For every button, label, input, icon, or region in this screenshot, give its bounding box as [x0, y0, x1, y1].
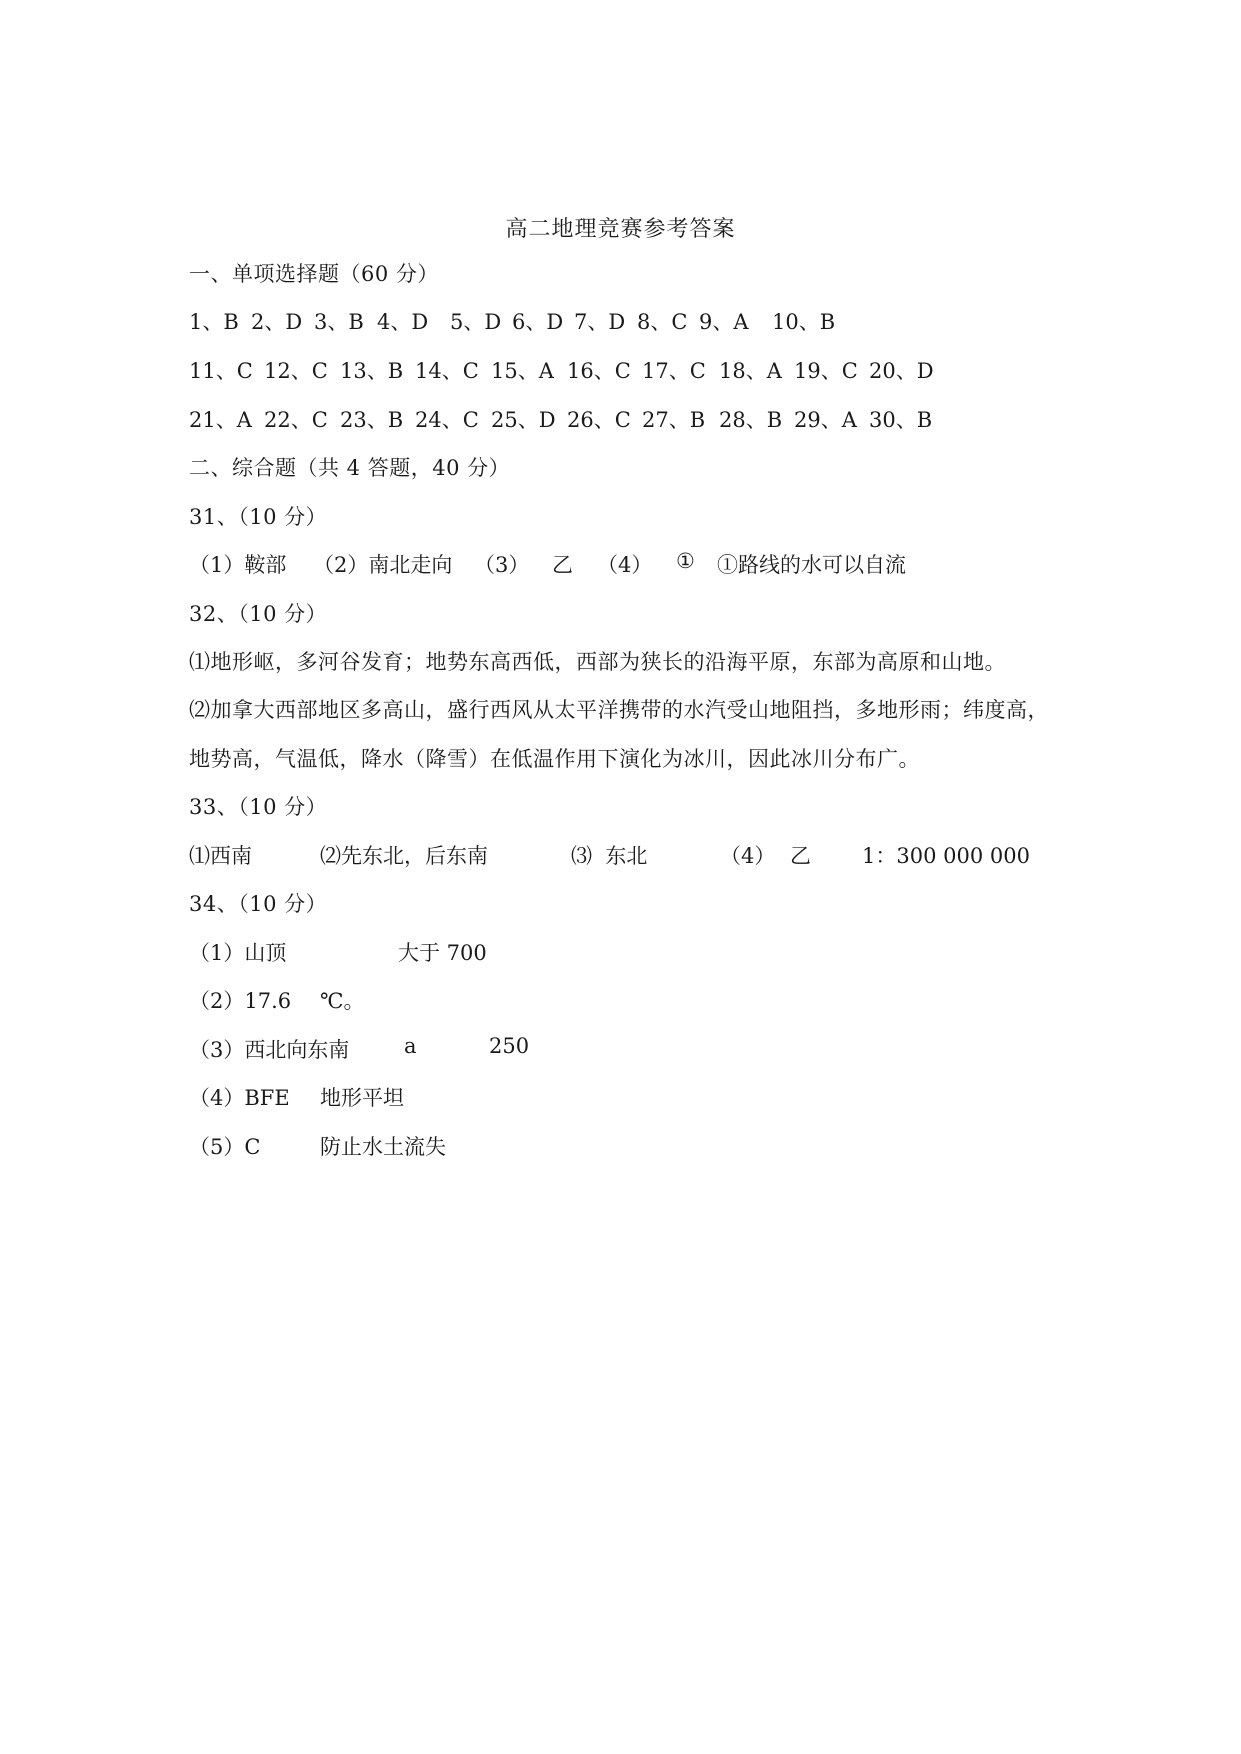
answer-item: 13、B	[340, 359, 404, 383]
answer-item: 15、A	[491, 359, 554, 383]
q31-part: （2）南北走向	[313, 553, 453, 577]
answer-item: 7、D	[574, 310, 626, 334]
q34-part: 地形平坦	[320, 1086, 404, 1110]
q34-part: （2）17.6	[189, 989, 292, 1013]
q34-part: （4）BFE	[189, 1086, 290, 1110]
answer-item: 1、B	[189, 310, 239, 334]
q31-part: （4）	[597, 553, 653, 577]
answer-item: 14、C	[415, 359, 479, 383]
answer-item: 9、A	[699, 310, 749, 334]
answer-item: 21、A	[189, 408, 252, 432]
q31-part: 乙	[552, 553, 573, 577]
q33-part: （4）	[720, 844, 776, 868]
q33-part: ⑴西南	[189, 844, 252, 868]
q31-part: ①路线的水可以自流	[717, 553, 906, 577]
answer-item: 4、D	[377, 310, 429, 334]
answer-item: 2、D	[251, 310, 303, 334]
q34-part: 防止水土流失	[320, 1135, 446, 1159]
answer-item: 20、D	[869, 359, 934, 383]
q33-part: ⑶ 东北	[571, 844, 648, 868]
q32-line-2: ⑵加拿大西部地区多高山，盛行西风从太平洋携带的水汽受山地阻挡，多地形雨；纬度高，	[189, 698, 1049, 722]
answer-item: 3、B	[314, 310, 364, 334]
q34-row-5	[189, 1131, 446, 1227]
q34-part: （3）西北向东南	[189, 1038, 350, 1062]
answer-item: 25、D	[491, 408, 556, 432]
q34-label: 34、（10 分）	[189, 892, 328, 916]
answer-item: 23、B	[340, 408, 404, 432]
answer-item: 28、B	[719, 408, 783, 432]
answer-item: 26、C	[567, 408, 631, 432]
document-title: 高二地理竞赛参考答案	[505, 217, 736, 242]
q31-part: ①	[676, 549, 695, 573]
answer-item: 30、B	[869, 408, 933, 432]
q32-line-1: ⑴地形岖，多河谷发育；地势东高西低，西部为狭长的沿海平原，东部为高原和山地。	[189, 650, 1006, 674]
answer-item: 6、D	[512, 310, 564, 334]
answer-item: 18、A	[719, 359, 782, 383]
q34-part: 大于 700	[398, 941, 487, 965]
q32-line-3: 地势高，气温低，降水（降雪）在低温作用下演化为冰川，因此冰川分布广。	[189, 747, 920, 771]
answer-item: 22、C	[264, 408, 328, 432]
answer-item: 16、C	[567, 359, 631, 383]
q33-part: 1：300 000 000	[862, 844, 1030, 868]
answer-item: 17、C	[642, 359, 706, 383]
q34-part: （1）山顶	[189, 941, 287, 965]
answer-item: 8、C	[637, 310, 688, 334]
q33-part: ⑵先东北，后东南	[320, 844, 488, 868]
section1-heading: 一、单项选择题（60 分）	[189, 262, 439, 286]
answer-item: 12、C	[264, 359, 328, 383]
answer-item: 19、C	[794, 359, 858, 383]
q34-part: （5）C	[189, 1135, 261, 1159]
answer-item: 11、C	[189, 359, 253, 383]
q34-part: a	[404, 1034, 417, 1058]
q31-label: 31、（10 分）	[189, 505, 328, 529]
q32-label: 32、（10 分）	[189, 602, 328, 626]
q31-part: （1）鞍部	[189, 553, 287, 577]
q34-part: 250	[489, 1034, 530, 1058]
answer-item: 5、D	[450, 310, 502, 334]
answer-item: 24、C	[415, 408, 479, 432]
answer-item: 29、A	[794, 408, 857, 432]
q34-part: ℃。	[320, 989, 365, 1013]
section2-heading: 二、综合题（共 4 答题，40 分）	[189, 456, 511, 480]
q33-label: 33、（10 分）	[189, 795, 328, 819]
answer-item: 10、B	[772, 310, 836, 334]
q31-part: （3）	[474, 553, 530, 577]
answer-item: 27、B	[642, 408, 706, 432]
q33-part: 乙	[790, 844, 811, 868]
